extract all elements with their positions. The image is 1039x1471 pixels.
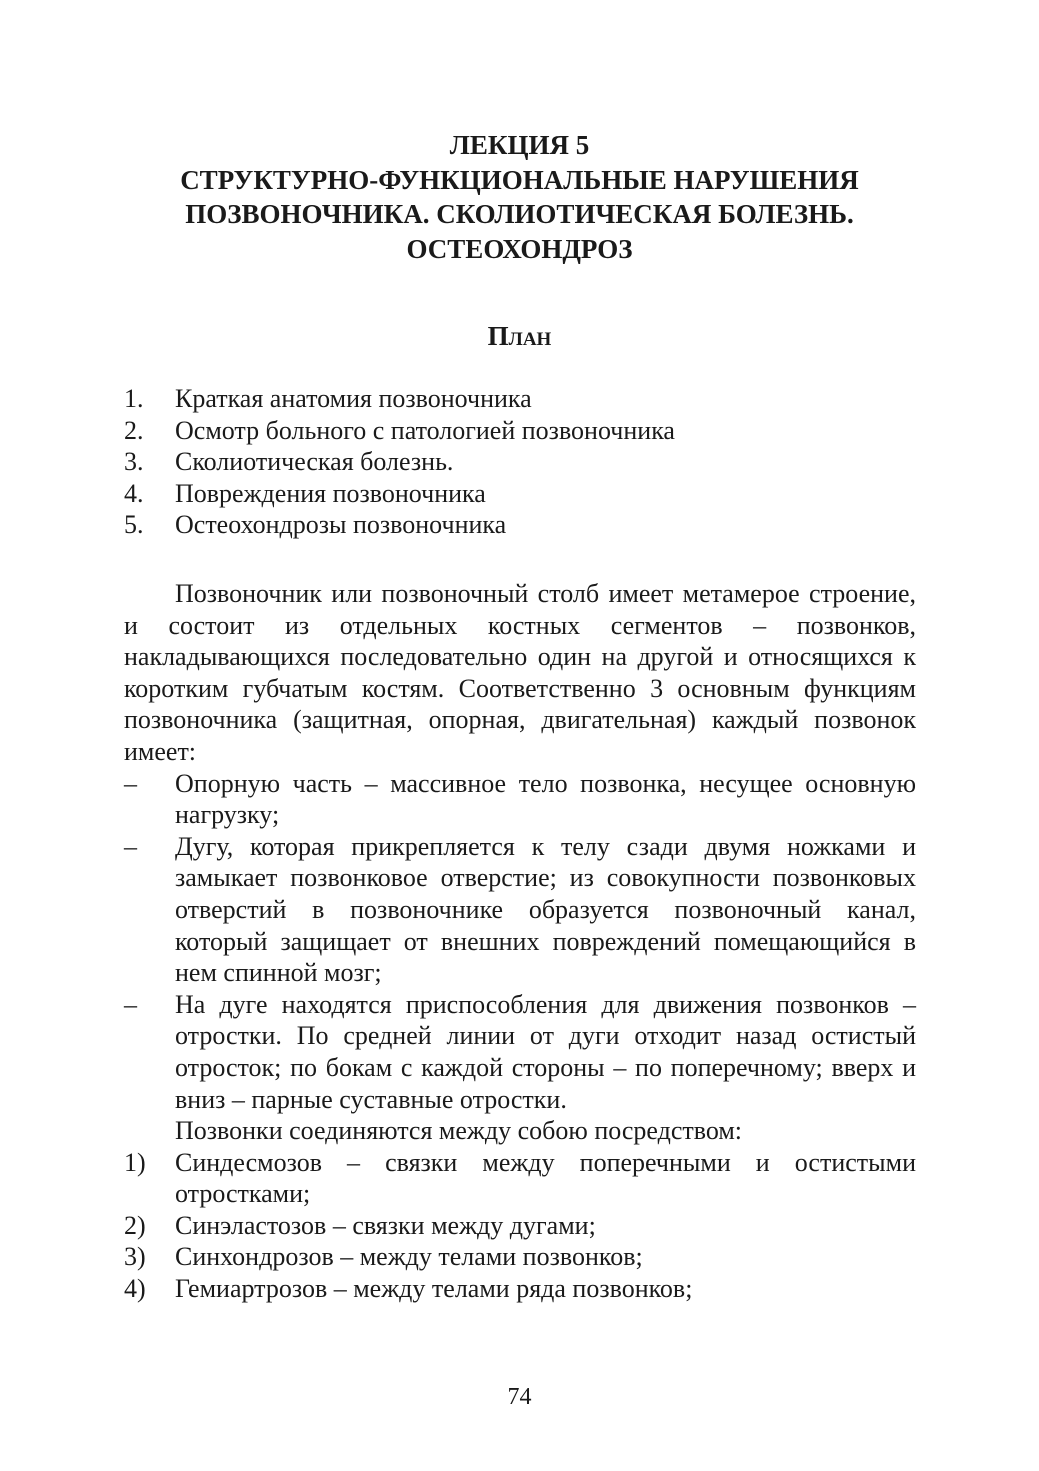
body-text bbox=[124, 578, 916, 1305]
plan-item-number: 2. bbox=[124, 415, 144, 445]
plan-item-text: Осмотр больного с патологией позвоночника bbox=[175, 415, 675, 445]
vertebra-part-item bbox=[124, 831, 916, 989]
dash-marker: – bbox=[124, 989, 137, 1019]
connection-text: Синэластозов – связки между дугами; bbox=[175, 1210, 596, 1240]
connection-item bbox=[124, 1147, 916, 1210]
heading-line-4: ОСТЕОХОНДРОЗ bbox=[406, 233, 633, 264]
heading-line-3: ПОЗВОНОЧНИКА. СКОЛИОТИЧЕСКАЯ БОЛЕЗНЬ. bbox=[185, 199, 854, 229]
plan-item-number: 1. bbox=[124, 384, 144, 413]
plan-item bbox=[124, 383, 924, 415]
dash-marker: – bbox=[124, 768, 137, 798]
connection-text: Гемиартрозов – между телами ряда позвонков; bbox=[175, 1274, 693, 1304]
page-number: 74 bbox=[507, 1384, 532, 1410]
plan-item bbox=[124, 415, 924, 447]
vertebra-part-item bbox=[124, 989, 916, 1115]
plan-item-number: 4. bbox=[124, 478, 144, 508]
vertebra-part-text: Опорную часть – массивное тело позвонка, несущее основную нагрузку; bbox=[175, 768, 916, 830]
plan-item-text: Сколиотическая болезнь. bbox=[175, 447, 454, 477]
connection-marker: 3) bbox=[124, 1242, 146, 1272]
plan-list bbox=[124, 383, 924, 541]
connection-marker: 2) bbox=[124, 1210, 146, 1240]
heading-line-2: СТРУКТУРНО-ФУНКЦИОНАЛЬНЫЕ НАРУШЕНИЯ bbox=[180, 164, 859, 195]
connection-text: Синдесмозов – связки между поперечными и остистыми отростками; bbox=[175, 1147, 916, 1209]
connection-item bbox=[124, 1241, 916, 1273]
connection-item bbox=[124, 1273, 916, 1305]
connection-marker: 4) bbox=[124, 1274, 146, 1304]
plan-item-text: Краткая анатомия позвоночника bbox=[175, 384, 532, 413]
vertebra-part-item bbox=[124, 768, 916, 831]
connection-item bbox=[124, 1210, 916, 1242]
plan-item-number: 3. bbox=[124, 447, 144, 477]
intro-paragraph: Позвоночник или позвоночный столб имеет метамерое строение, и состоит из отдельных костных сегментов – позвонков, накладывающихся последовательно один на другой и относящихся к коротким губчатым костям. Соответственно 3 основным функциям позвоночника (защитная, опорная, двигательная) каждый позвонок имеет: bbox=[124, 579, 916, 766]
plan-item-number: 5. bbox=[124, 510, 144, 540]
connection-intro: Позвонки соединяются между собою посредством: bbox=[175, 1116, 743, 1146]
connection-marker: 1) bbox=[124, 1147, 146, 1177]
dash-marker: – bbox=[124, 831, 137, 861]
connection-text: Синхондрозов – между телами позвонков; bbox=[175, 1242, 643, 1272]
plan-item bbox=[124, 478, 924, 510]
plan-item-text: Остеохондрозы позвоночника bbox=[175, 510, 507, 540]
plan-title: План bbox=[487, 321, 552, 351]
plan-item bbox=[124, 446, 924, 478]
plan-item bbox=[124, 509, 924, 541]
plan-item-text: Повреждения позвоночника bbox=[175, 478, 486, 508]
vertebra-part-text: Дугу, которая прикрепляется к телу сзади двумя ножками и замыкает позвонковое отверстие; из совокупности позвонковых отверстий в позвоночнике образуется позвоночный канал, который защищает от внешних повреждений помещающийся в нем спинной мозг; bbox=[175, 831, 916, 988]
heading-line-1: ЛЕКЦИЯ 5 bbox=[449, 130, 590, 160]
vertebra-part-text: На дуге находятся приспособления для движения позвонков – отростки. По средней линии от дуги отходит назад остистый отросток; по бокам с каждой стороны – по поперечному; вверх и вниз – парные суставные отростки. bbox=[175, 989, 916, 1114]
lecture-heading bbox=[120, 128, 919, 266]
